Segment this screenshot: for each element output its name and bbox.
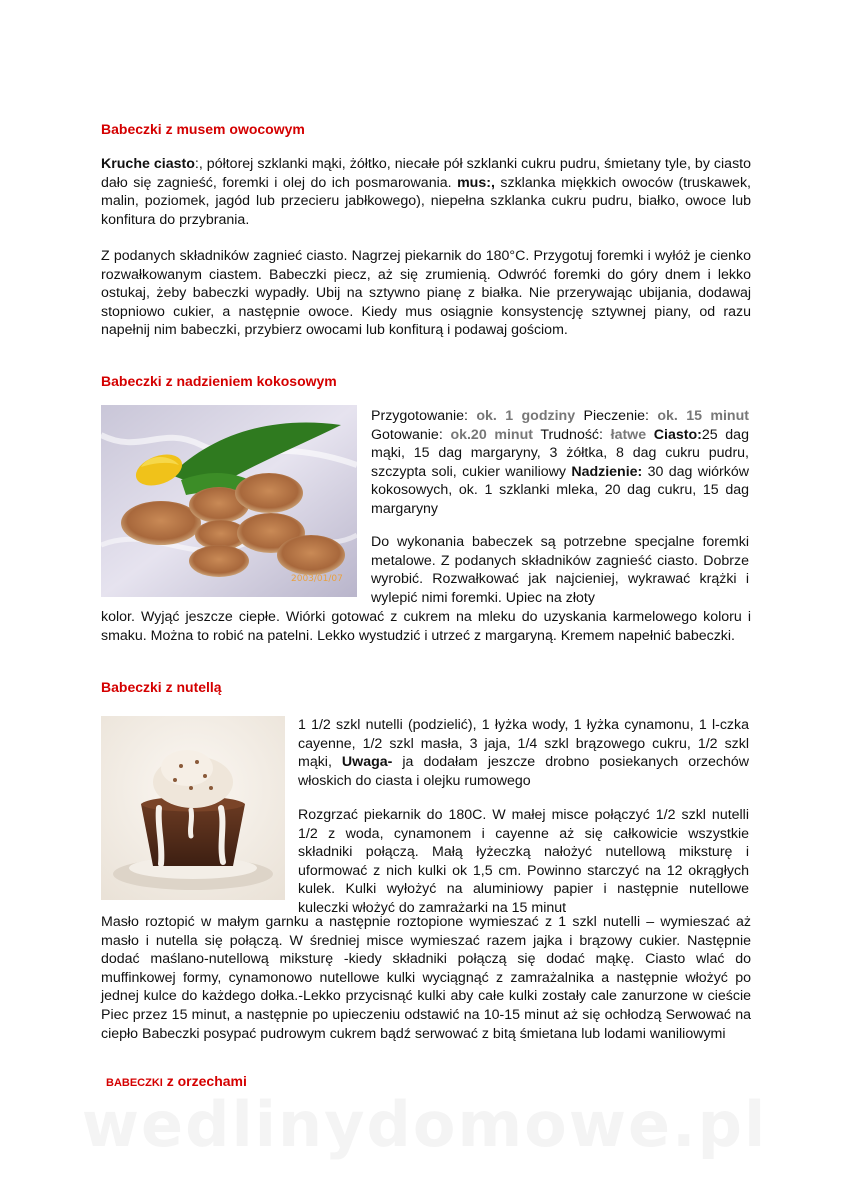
warning-label: Uwaga-	[341, 754, 393, 771]
photo-nutella-cupcake	[101, 716, 285, 900]
difficulty-value: łatwe	[610, 426, 647, 443]
ingr-label-kruche: Kruche ciasto	[101, 156, 195, 172]
bake-value: ok. 15 minut	[657, 408, 749, 424]
ingr-text-mus: szklanka miękkich owoców (truskawek, malin, poziomek, jagód lub przecieru jabłkowego), niepełna szklanka cukru pudru, białko, owoce lub konfitura do przybrania.	[101, 174, 751, 228]
method-kokos-a: Do wykonania babeczek są potrzebne specjalne foremki metalowe. Z podanych składników zagnieść ciasto. Dobrze wyrobić. Rozwałkować jak najcieniej, wykrawać krążki i wylepić nimi foremki. Upiec na złoty	[371, 534, 749, 606]
ingr-label-mus: mus:,	[457, 174, 495, 191]
photo-coconut-tarts	[101, 405, 357, 597]
prep-label: Przygotowanie:	[371, 408, 468, 424]
ingr-text-nutella: 1 1/2 szkl nutelli (podzielić), 1 łyżka wody, 1 łyżka cynamonu, 1 l-czka cayenne, 1/2 szkl masła, 3 jaja, 1/4 szkl brązowego cukru, 1/2 szkl mąki,	[298, 717, 749, 771]
filling-label: Nadzienie:	[571, 463, 643, 480]
prep-value: ok. 1 godziny	[476, 408, 576, 424]
section-title-nutella: Babeczki z nutellą	[101, 679, 222, 695]
bake-label: Pieczenie:	[583, 408, 649, 424]
watermark: wedlinydomowe.pl	[81, 1088, 768, 1161]
cook-value: ok.20 minut	[450, 426, 533, 443]
method-kokos-b: kolor. Wyjąć jeszcze ciepłe. Wiórki gotować z cukrem na mleku do uzyskania karmelowego koloru i smaku. Można to robić na patelni. Lekko wystudzić i utrzeć z margaryną. Kremem napełnić babeczki.	[101, 609, 751, 644]
nutella-cupcake-image	[101, 716, 285, 900]
section-title-kokos: Babeczki z nadzieniem kokosowym	[101, 373, 337, 389]
filling-text: 30 dag wiórków kokosowych, ok. 1 szklanki mleka, 20 dag cukru, 15 dag margaryny	[371, 463, 749, 517]
method-nutella-a: Rozgrzać piekarnik do 180C. W małej misce połączyć 1/2 szkl nutelli 1/2 z woda, cynamonem i cayenne aż się całkowicie wszystkie składniki połączą. Małą łyżeczką nałożyć nutellową miksturę i uformować z nich kulki ok 1,5 cm. Powinno starczyć na 12 okrągłych kulek. Kulki wyłożyć na aluminiowy papier i następnie nutellowe kuleczki włożyć do zamrażarki na 15 minut	[298, 807, 749, 916]
ingredients-mus	[101, 155, 751, 229]
cook-label: Gotowanie:	[371, 426, 443, 443]
method-nutella-b: Masło roztopić w małym garnku a następnie roztopione wymieszać z 1 szkl nutelli – wymieszać aż masło i nutella się połączą. W średniej misce wymieszać razem jajka i brązowy cukier. Następnie dodać maślano-nutellową miksturę -kiedy składniki połączą się dodać mąkę. Ciasto wlać do muffinkowej formy, cynamonowo nutellowe kulki wyciągnąć z zamrażalnika a następnie włożyć po jednej kulce do każdego dołka.-Lekko przycisnąć kulki aby całe kulki zostały cale zanurzone w cieście Piec przez 15 minut, a następnie po upieczeniu odstawić na 10-15 minut aż się ochłodzą Serwować na ciepło Babeczki posypać pudrowym cukrem bądź serwować z bitą śmietana lub lodami waniliowymi	[101, 914, 751, 1042]
dough-text: 25 dag mąki, 15 dag margaryny, 3 żółtka, 8 dag cukru pudru, szczypta soli, cukier waniliowy	[371, 426, 749, 480]
warning-text: ja dodałam jeszcze drobno posiekanych orzechów włoskich do ciasta i olejku rumowego	[298, 754, 749, 789]
section-title-orzechy	[106, 1073, 247, 1089]
difficulty-label: Trudność:	[540, 426, 603, 443]
ingr-text-kruche: :, półtorej szklanki mąki, żółtko, niecałe pół szklanki cukru pudru, śmietany tyle, by ciasto dało się zagnieść, foremki i olej do ich posmarowania.	[101, 156, 751, 191]
method-mus: Z podanych składników zagnieć ciasto. Nagrzej piekarnik do 180°C. Przygotuj foremki i wyłóż je cienko rozwałkowanym ciastem. Babeczki piecz, aż się zrumienią. Odwróć foremki do góry dnem i lekko ostukaj, żeby babeczki wypadły. Ubij na sztywno pianę z białka. Nie przerywając ubijania, dodawaj stopniowo cukier, a następnie owoce. Kiedy mus osiągnie konsystencję sztywnej piany, od razu napełnij nim babeczki, przybierz owocami lub konfiturą i podawaj gościom.	[101, 248, 751, 339]
coconut-tarts-image	[101, 405, 357, 597]
dough-label: Ciasto:	[653, 426, 702, 443]
ingredients-nutella	[298, 716, 749, 790]
section-title-orzechy-caps: BABECZKI	[106, 1077, 163, 1089]
photo-date-stamp: 2003/01/07	[291, 574, 343, 584]
section-title-mus: Babeczki z musem owocowym	[101, 121, 305, 137]
info-kokos	[371, 407, 749, 519]
section-title-orzechy-rest: z orzechami	[162, 1073, 247, 1089]
